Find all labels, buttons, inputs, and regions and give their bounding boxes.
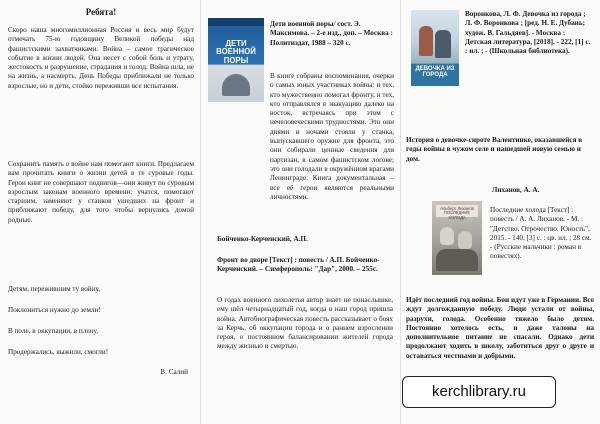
poem-signature: В. Салий bbox=[160, 368, 188, 376]
intro-paragraph-2: Сохранить память о войне нам помогают книги. Предлагаем вам прочитать книги о жизни детей в те суровые годы. Герои книг не совершают подвигов—они живут по суровым взрослым законам военного времени: учатся, помогают старшим, заменяют у станков ушедших на фронт и приближают победу, для того чтобы вернулись домой родные. bbox=[8, 160, 194, 224]
book3-description: История о девочке-сироте Валентинке, оказавшейся в годы войны в чужом селе и нашедшей новую семью и дом. bbox=[406, 136, 583, 163]
book3-reference: Воронкова, Л. Ф. Девочка из города ; Л. Ф. Воронкова ; [ред. Н. Е. Дубань; худож. В. Гальдяев]. - Москва : Детская литература, [2018]. - 222, [1] с. : ил. ; - (Школьная библиотека). bbox=[465, 10, 591, 56]
poem-line-3: В поле, в оккупации, в плену, bbox=[8, 327, 99, 335]
book1-description-top: В книге собраны воспоминания, очерки о самых юных участниках войны: и тех, кто мужественно помогал фронту, и тех, кто отправлялся в эвакуацию далеко на восток, встречаясь при этом с нечеловеческими трудностями. Это они днями и ночами стояли у станка, выпускавшего оружие для фронта, это они собирали ценные сведения для партизан, в самом фашистском логове; это они голодали в окружённом врагами Ленинграде. Книга документальная – все её герои являются реальными личностями. bbox=[270, 72, 394, 201]
intro-heading: Ребята! bbox=[85, 7, 117, 17]
poem-line-2: Поклониться нужно до земли! bbox=[8, 306, 101, 314]
intro-paragraph-1: Скоро наша многомиллионная Россия и весь мир будут отмечать 75-ю годовщину Великой победы над фашистскими захватчиками. Война – самое трагическое событие в жизни людей. Она несет с собой боль и утрату, жестокость и разрушение, страдания и голод. Война шла, не на жизнь, а насмерть. День Победы приближали не только взрослые, но и дети, стойко переживши все испытания. bbox=[8, 26, 194, 90]
poem-line-1: Детям, пережившим ту войну, bbox=[8, 285, 101, 293]
book-cover-poslednie-holoda bbox=[432, 201, 482, 275]
book2-author: Бойченко-Керченский, А.П. bbox=[217, 235, 308, 243]
book1-reference: Дети военной поры/ сост. Э. Максимова. – 2-е изд., доп. – Москва : Политиздат, 1988 – 320 с. bbox=[270, 20, 393, 47]
book4-author: Лиханов, А. А. bbox=[492, 186, 540, 194]
book-cover-title: ДЕВОЧКА ИЗ ГОРОДА bbox=[415, 65, 455, 79]
book4-reference: Последние холода [Текст] : повесть / А. А. Лиханов. - М. : "Детство. Отрочество. Юность", 2015. - 140, [3] с. : цв. ил. ; 28 см. - (Русские мальчики : роман в повестях). bbox=[490, 206, 592, 261]
book-cover-title: Альберт Лиханов ПОСЛЕДНИЕ ХОЛОДА bbox=[440, 206, 474, 220]
book-cover-devochka-iz-goroda bbox=[411, 10, 459, 86]
poem-line-4: Продержались, выжили, смогли! bbox=[8, 348, 109, 356]
book-cover-title: ДЕТИ ВОЕННОЙ ПОРЫ bbox=[216, 39, 256, 65]
library-site-link[interactable]: kerchlibrary.ru bbox=[402, 376, 556, 408]
book4-description: Идёт последний год войны. Бои идут уже в Германии. Все ждут долгожданную победу. Люди устали от войны, разрухи, голода. Особенно тяжело было детям. Постоянно хотелось есть, и даже талоны на дополнительное питание не спасали. Однако дети продолжают ходить в школу, заботиться друг о друге и оставаться честными и добрыми. bbox=[406, 296, 594, 360]
book2-reference: Фронт во дворе [Текст] : повесть / А.П. Бойченко-Керченский. – Симферополь: "Дар", 2000. – 255с. bbox=[217, 256, 380, 274]
book-cover-deti-voennoy-pory bbox=[208, 18, 264, 102]
book2-description: О годах военного лихолетья автор знает не понаслышке, ему шёл четырнадцатый год, когда в наш город пришла война. Автобиографическая повесть рассказывает о боях за Керчь, об оккупации города и о раннем взрослении героя, о постоянном балансировании жителей города между жизнью и смертью. bbox=[217, 296, 393, 351]
column-intro bbox=[0, 0, 200, 424]
